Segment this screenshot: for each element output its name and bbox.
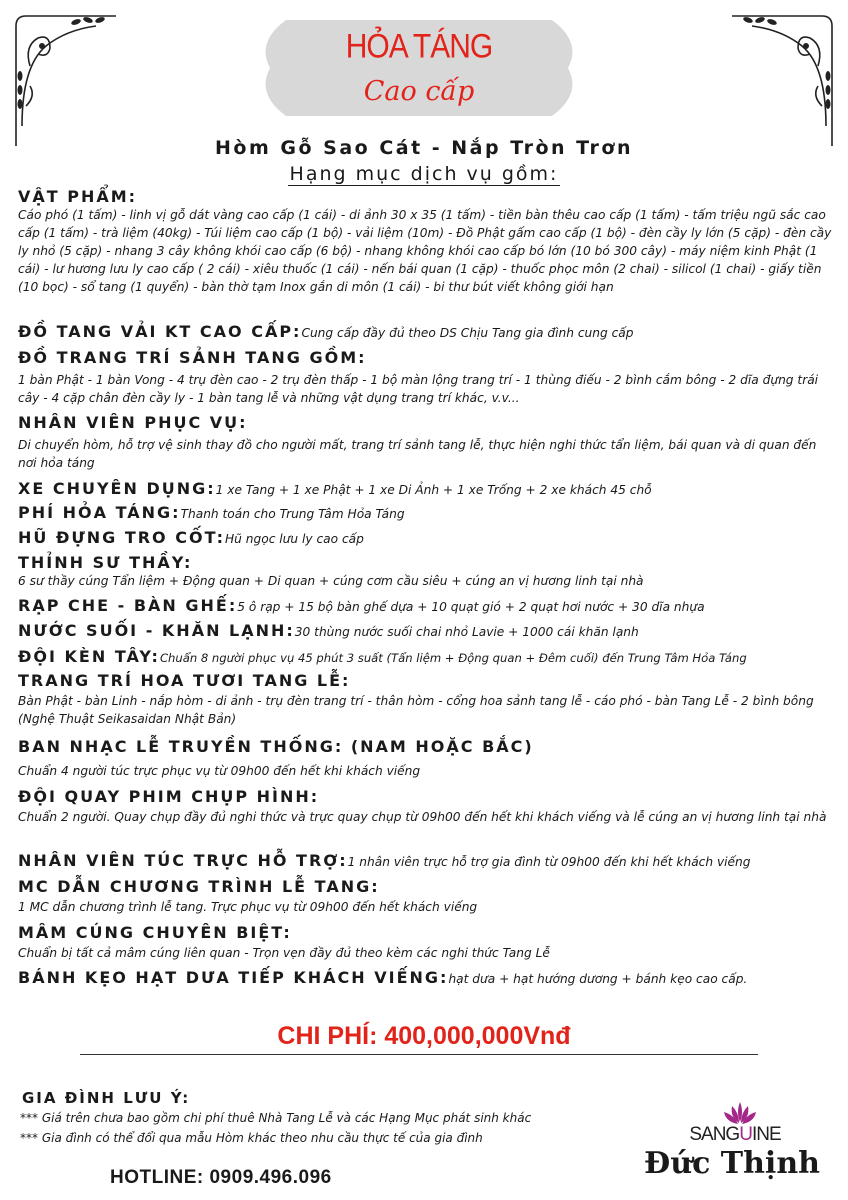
section-nhan-vien	[18, 413, 838, 472]
section-body: Bàn Phật - bàn Linh - nắp hòm - di ảnh - trụ đèn trang trí - thân hòm - cổng hoa sảnh tang lễ - cáo phó - bàn Tang Lễ - 2 bình bông (Nghệ Thuật Seikasaidan Nhật Bản)	[18, 694, 814, 726]
logo-brand: SANGUINE	[689, 1124, 781, 1145]
section-heading: TRANG TRÍ HOA TƯƠI TANG LỄ:	[18, 671, 351, 690]
section-doi-ken-tay	[18, 647, 838, 666]
section-heading: BÁNH KẸO HẠT DƯA TIẾP KHÁCH VIẾNG:	[18, 968, 449, 987]
note-item: *** Gia đình có thể đổi qua mẫu Hòm khác theo nhu cầu thực tế của gia đình	[20, 1131, 483, 1145]
section-text: Thanh toán cho Trung Tâm Hỏa Táng	[180, 507, 405, 521]
price-total: CHI PHÍ: 400,000,000Vnđ	[277, 1022, 571, 1050]
section-heading: NHÂN VIÊN PHỤC VỤ:	[18, 413, 248, 432]
section-hu-tro-cot	[18, 528, 838, 547]
notes-heading: GIA ĐÌNH LƯU Ý:	[22, 1089, 191, 1107]
banner-title: HỎA TÁNG	[345, 27, 493, 66]
section-body: Chuẩn 2 người. Quay chụp đầy đủ nghi thức và trực quay chụp từ 09h00 đến hết khi khách viếng và lễ cúng an vị hương linh tại nhà	[18, 810, 827, 824]
section-body: Di chuyển hòm, hỗ trợ vệ sinh thay đồ cho người mất, trang trí sảnh tang lễ, thực hiện nghi thức tẩn liệm, bái quan và di quan đến nơi hỏa táng	[18, 438, 817, 470]
section-text: 1 nhân viên trực hỗ trợ gia đình từ 09h00 đến khi hết khách viếng	[347, 855, 751, 869]
section-heading: MÂM CÚNG CHUYÊN BIỆT:	[18, 923, 292, 942]
section-nuoc-suoi	[18, 621, 838, 640]
section-ban-nhac	[18, 737, 838, 780]
section-heading: VẬT PHẨM:	[18, 187, 138, 206]
section-text: Cung cấp đầy đủ theo DS Chịu Tang gia đình cung cấp	[301, 326, 634, 340]
section-heading: PHÍ HỎA TÁNG:	[18, 503, 181, 522]
section-trang-tri-sanh	[18, 348, 838, 407]
section-text: Chuẩn 8 người phục vụ 45 phút 3 suất (Tẩn liệm + Động quan + Đêm cuối) đến Trung Tâm Hỏa Táng	[159, 651, 747, 665]
section-phi-hoa-tang	[18, 503, 838, 522]
section-mc	[18, 877, 838, 916]
section-text: Hũ ngọc lưu ly cao cấp	[225, 532, 364, 546]
lotus-icon	[720, 1100, 760, 1126]
section-rap-che	[18, 596, 838, 615]
section-heading: ĐỘI KÈN TÂY:	[18, 647, 160, 666]
page-title: Hòm Gỗ Sao Cát - Nắp Tròn Trơn	[215, 137, 633, 159]
section-body: 6 sư thầy cúng Tẩn liệm + Động quan + Di quan + cúng cơm cầu siêu + cúng an vị hương linh tại nhà	[18, 574, 644, 588]
corner-ornament-left	[6, 6, 126, 156]
section-heading: NHÂN VIÊN TÚC TRỰC HỖ TRỢ:	[18, 851, 348, 870]
section-text: 1 xe Tang + 1 xe Phật + 1 xe Di Ảnh + 1 xe Trống + 2 xe khách 45 chỗ	[215, 483, 652, 497]
section-heading: THỈNH SƯ THẦY:	[18, 553, 193, 572]
section-body: Chuẩn 4 người túc trực phục vụ từ 09h00 đến hết khi khách viếng	[18, 764, 421, 778]
section-text: 30 thùng nước suối chai nhỏ Lavie + 1000 cái khăn lạnh	[294, 625, 639, 639]
section-heading: XE CHUYÊN DỤNG:	[18, 479, 216, 498]
section-heading: RẠP CHE - BÀN GHẾ:	[18, 596, 238, 615]
section-mam-cung	[18, 923, 838, 962]
section-body: Chuẩn bị tất cả mâm cúng liên quan - Trọn vẹn đầy đủ theo kèm các nghi thức Tang Lễ	[18, 946, 550, 960]
section-heading: BAN NHẠC LỄ TRUYỀN THỐNG: (NAM HOẶC BẮC)	[18, 737, 534, 756]
section-thinh-su-thay	[18, 553, 838, 590]
section-body: Cáo phó (1 tấm) - linh vị gỗ dát vàng cao cấp (1 cái) - di ảnh 30 x 35 (1 tấm) - tiền bàn thêu cao cấp (1 tấm) - tấm triệu ngũ sắc cao cấp (1 tấm) - trà liệm (40kg) - Túi liệm cao cấp (1 bộ) - vải liệm (10m) - Đồ Phật gấm cao cấp (1 bộ) - đèn cầy ly lớn (5 cặp) - đèn cầy ly nhỏ (5 cặp) - nhang 3 cây không khói cao cấp (6 bộ) - nhang không khói cao cấp bó lớn (10 bó 300 cây) - máy niệm kinh Phật (1 cái) - lư hương lưu ly cao cấp ( 2 cái) - xiêu thuốc (1 cái) - nến bái quan (1 cặp) - thuốc phọc môn (2 chai) - silicol (1 chai) - giấy tiền (10 bọc) - sổ tang (1 quyển) - bàn thờ tạm Inox gắn di môn (1 cái) - bi thư bút viết không giới hạn	[18, 208, 832, 294]
section-heading: ĐỘI QUAY PHIM CHỤP HÌNH:	[18, 787, 320, 806]
corner-ornament-right	[722, 6, 842, 156]
section-heading: ĐỒ TRANG TRÍ SẢNH TANG GỒM:	[18, 348, 367, 367]
section-text: 5 ô rạp + 15 bộ bàn ghế dựa + 10 quạt gió + 2 quạt hơi nước + 30 dĩa nhựa	[237, 600, 705, 614]
banner-subtitle: Cao cấp	[363, 76, 475, 107]
hotline: HOTLINE: 0909.496.096	[110, 1167, 332, 1188]
page-subtitle: Hạng mục dịch vụ gồm:	[289, 163, 559, 185]
section-tuc-truc	[18, 851, 838, 870]
section-hoa-tuoi	[18, 671, 838, 728]
note-item: *** Giá trên chưa bao gồm chi phí thuê Nhà Tang Lễ và các Hạng Mục phát sinh khác	[20, 1111, 532, 1125]
section-heading: MC DẪN CHƯƠNG TRÌNH LỄ TANG:	[18, 877, 380, 896]
section-quay-phim	[18, 787, 838, 826]
section-heading: HŨ ĐỰNG TRO CỐT:	[18, 528, 226, 547]
section-vat-pham	[18, 187, 838, 296]
section-text: hạt dưa + hạt hướng dương + bánh kẹo cao cấp.	[448, 972, 748, 986]
divider	[80, 1054, 758, 1055]
section-banh-keo	[18, 968, 838, 987]
section-heading: NƯỚC SUỐI - KHĂN LẠNH:	[18, 621, 295, 640]
section-body: 1 bàn Phật - 1 bàn Vong - 4 trụ đèn cao - 2 trụ đèn thấp - 1 bộ màn lộng trang trí - 1 thùng điếu - 2 bình cắm bông - 2 dĩa đựng trái cây - 4 cặp chân đèn cầy ly - 1 bàn tang lễ và những vật dụng trang trí khác, v.v...	[18, 373, 819, 405]
section-do-tang	[18, 322, 838, 341]
section-xe-chuyen-dung	[18, 479, 838, 498]
section-heading: ĐỒ TANG VẢI KT CAO CẤP:	[18, 322, 302, 341]
logo-name: Đức Thịnh	[644, 1146, 820, 1181]
section-body: 1 MC dẫn chương trình lễ tang. Trực phục vụ từ 09h00 đến hết khách viếng	[18, 900, 478, 914]
